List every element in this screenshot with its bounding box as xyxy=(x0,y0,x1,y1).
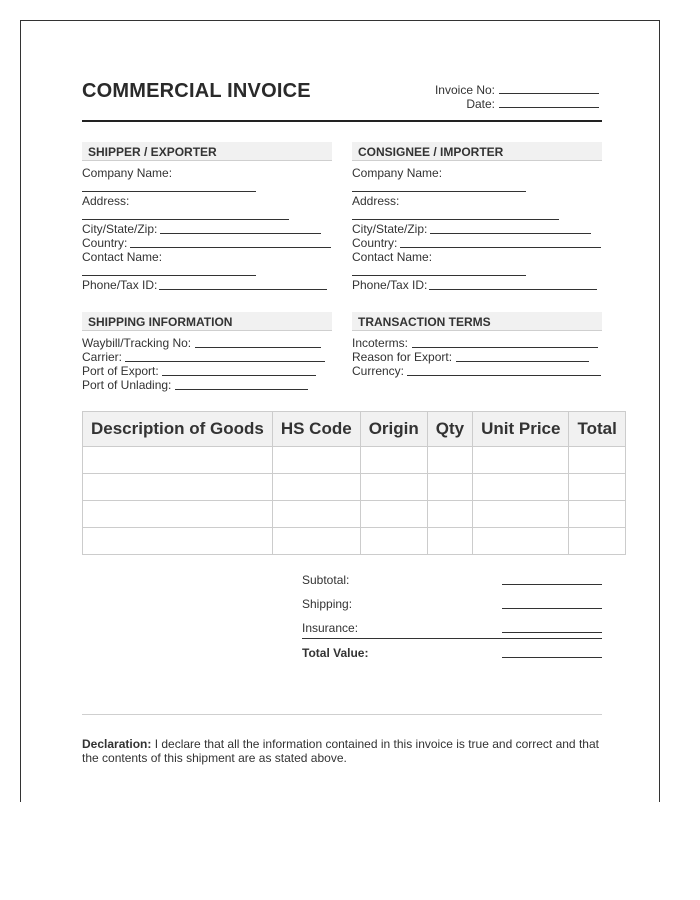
footer-divider xyxy=(82,714,602,715)
waybill-line[interactable] xyxy=(195,347,321,348)
total-value-line[interactable] xyxy=(502,657,602,658)
table-cell[interactable] xyxy=(360,528,427,555)
currency-label: Currency: xyxy=(352,364,405,378)
table-cell[interactable] xyxy=(473,447,569,474)
table-cell[interactable] xyxy=(272,501,360,528)
table-cell[interactable] xyxy=(473,474,569,501)
consignee-address-line[interactable] xyxy=(352,219,559,220)
subtotal-line[interactable] xyxy=(502,584,602,585)
table-cell[interactable] xyxy=(569,447,625,474)
subtotal-label: Subtotal: xyxy=(302,573,350,587)
invoice-number-blank[interactable] xyxy=(499,82,599,94)
table-cell[interactable] xyxy=(473,528,569,555)
table-cell[interactable] xyxy=(427,447,472,474)
insurance-label: Insurance: xyxy=(302,621,359,635)
invoice-number-label: Invoice No: xyxy=(434,83,495,97)
declaration-text: I declare that all the information contained in this invoice is true and correct and that the contents of this shipment are as stated above. xyxy=(82,737,599,765)
insurance-line[interactable] xyxy=(502,632,602,633)
table-cell[interactable] xyxy=(427,501,472,528)
declaration xyxy=(82,737,607,765)
shipper-company-label: Company Name: xyxy=(82,166,173,180)
header-divider xyxy=(82,120,602,122)
table-row xyxy=(83,528,626,555)
shipper-address-label: Address: xyxy=(82,194,130,208)
table-cell[interactable] xyxy=(83,447,273,474)
col-header-description: Description of Goods xyxy=(83,412,273,447)
shipper-country-label: Country: xyxy=(82,236,128,250)
consignee-address-label: Address: xyxy=(352,194,400,208)
port-export-label: Port of Export: xyxy=(82,364,159,378)
port-unlading-line[interactable] xyxy=(175,389,308,390)
carrier-label: Carrier: xyxy=(82,350,123,364)
shipping-info-heading: SHIPPING INFORMATION xyxy=(82,312,332,331)
reason-export-label: Reason for Export: xyxy=(352,350,453,364)
table-cell[interactable] xyxy=(427,528,472,555)
shipper-phone-line[interactable] xyxy=(159,289,327,290)
table-cell[interactable] xyxy=(360,474,427,501)
shipper-contact-line[interactable] xyxy=(82,275,256,276)
invoice-title: COMMERCIAL INVOICE xyxy=(82,80,311,102)
totals-divider xyxy=(302,638,602,639)
goods-table-header-row xyxy=(83,412,626,447)
date-field[interactable] xyxy=(339,96,599,111)
shipper-phone-label: Phone/Tax ID: xyxy=(82,278,158,292)
shipper-city-label: City/State/Zip: xyxy=(82,222,158,236)
table-row xyxy=(83,474,626,501)
declaration-label: Declaration: xyxy=(82,737,152,751)
shipper-company-line[interactable] xyxy=(82,191,256,192)
consignee-heading: CONSIGNEE / IMPORTER xyxy=(352,142,602,161)
invoice-number-field[interactable] xyxy=(339,82,599,97)
invoice-page xyxy=(20,20,660,802)
consignee-country-line[interactable] xyxy=(400,247,601,248)
port-export-line[interactable] xyxy=(162,375,316,376)
table-cell[interactable] xyxy=(569,501,625,528)
table-cell[interactable] xyxy=(272,447,360,474)
table-cell[interactable] xyxy=(83,474,273,501)
shipper-address-line[interactable] xyxy=(82,219,289,220)
shipper-contact-label: Contact Name: xyxy=(82,250,163,264)
transaction-terms-heading: TRANSACTION TERMS xyxy=(352,312,602,331)
date-label: Date: xyxy=(466,97,495,111)
col-header-qty: Qty xyxy=(427,412,472,447)
consignee-company-label: Company Name: xyxy=(352,166,443,180)
consignee-contact-line[interactable] xyxy=(352,275,526,276)
goods-table xyxy=(82,411,626,555)
table-cell[interactable] xyxy=(427,474,472,501)
table-row xyxy=(83,447,626,474)
table-cell[interactable] xyxy=(272,528,360,555)
consignee-contact-label: Contact Name: xyxy=(352,250,433,264)
col-header-hs-code: HS Code xyxy=(272,412,360,447)
consignee-city-label: City/State/Zip: xyxy=(352,222,428,236)
col-header-origin: Origin xyxy=(360,412,427,447)
consignee-country-label: Country: xyxy=(352,236,398,250)
table-cell[interactable] xyxy=(569,528,625,555)
incoterms-line[interactable] xyxy=(412,347,598,348)
table-row xyxy=(83,501,626,528)
reason-export-line[interactable] xyxy=(456,361,589,362)
shipper-heading: SHIPPER / EXPORTER xyxy=(82,142,332,161)
consignee-phone-label: Phone/Tax ID: xyxy=(352,278,428,292)
shipper-country-line[interactable] xyxy=(130,247,331,248)
consignee-city-line[interactable] xyxy=(430,233,591,234)
table-cell[interactable] xyxy=(473,501,569,528)
total-value-label: Total Value: xyxy=(302,646,369,660)
date-blank[interactable] xyxy=(499,96,599,108)
table-cell[interactable] xyxy=(569,474,625,501)
shipper-city-line[interactable] xyxy=(160,233,321,234)
shipping-cost-line[interactable] xyxy=(502,608,602,609)
consignee-phone-line[interactable] xyxy=(429,289,597,290)
waybill-label: Waybill/Tracking No: xyxy=(82,336,192,350)
carrier-line[interactable] xyxy=(125,361,325,362)
col-header-total: Total xyxy=(569,412,625,447)
table-cell[interactable] xyxy=(272,474,360,501)
consignee-company-line[interactable] xyxy=(352,191,526,192)
table-cell[interactable] xyxy=(360,501,427,528)
currency-line[interactable] xyxy=(407,375,601,376)
col-header-unit-price: Unit Price xyxy=(473,412,569,447)
table-cell[interactable] xyxy=(83,501,273,528)
table-cell[interactable] xyxy=(360,447,427,474)
shipping-cost-label: Shipping: xyxy=(302,597,353,611)
port-unlading-label: Port of Unlading: xyxy=(82,378,172,392)
table-cell[interactable] xyxy=(83,528,273,555)
incoterms-label: Incoterms: xyxy=(352,336,409,350)
